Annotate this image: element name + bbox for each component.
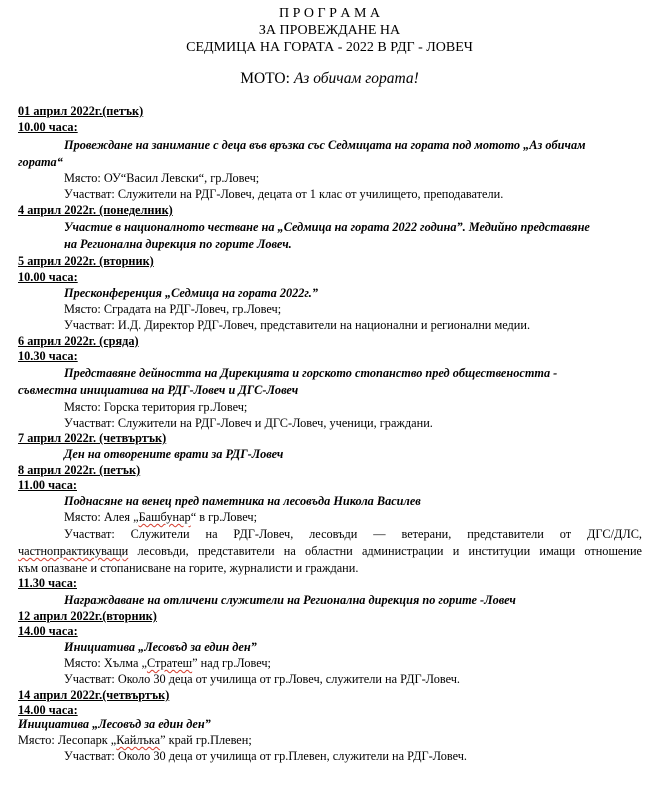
event-participants: Участват: Около 30 деца от училища от гр.Плевен, служители на РДГ-Ловеч. [64, 749, 467, 763]
date-heading: 14 април 2022г.(четвъртък) [18, 688, 170, 702]
time-heading: 10.00 часа: [18, 120, 78, 134]
event-participants: Участват: Служители на РДГ-Ловеч, децата от 1 клас от училището, преподаватели. [64, 187, 504, 201]
place-prefix: Място: Алея „ [64, 510, 139, 524]
place-suffix: ” край гр.Плевен; [160, 733, 252, 747]
time-heading: 10.00 часа: [18, 270, 78, 284]
place-prefix: Място: Лесопарк „ [18, 733, 117, 747]
event-title: Пресконференция „Седмица на гората 2022г.” [64, 286, 319, 300]
event-place: Място: ОУ“Васил Левски“, гр.Ловеч; [64, 171, 260, 185]
program-subtitle: ЗА ПРОВЕЖДАНЕ НА [258, 23, 401, 38]
event-title: Представяне дейността на Дирекцията и горското стопанство пред обществеността - [64, 366, 558, 380]
event-participants-cont [18, 544, 642, 559]
event-title-cont: съвместна инициатива на РДГ-Ловеч и ДГС-Ловеч [18, 383, 299, 397]
time-heading: 14.00 часа: [18, 624, 78, 638]
event-participants-cont: към опазване и стопанисване на горите, журналисти и граждани. [18, 561, 359, 575]
event-place: Място: Горска територия гр.Ловеч; [64, 400, 248, 414]
event-participants: Участват: Около 30 деца от училища от гр.Ловеч, служители на РДГ-Ловеч. [64, 672, 460, 686]
motto-label: МОТО: [240, 70, 290, 87]
event-title: Провеждане на занимание с деца във връзка със Седмицата на гората под мотото „Аз обичам [64, 138, 586, 152]
event-place: Място: Сградата на РДГ-Ловеч, гр.Ловеч; [64, 302, 282, 316]
event-participants: Участват: Служители на РДГ-Ловеч, лесовъди — ветерани, представители от ДГС/ДЛС, [64, 527, 642, 541]
program-title: П Р О Г Р А М А [278, 6, 381, 21]
motto [0, 70, 659, 88]
event-participants: Участват: И.Д. Директор РДГ-Ловеч, представители на национални и регионални медии. [64, 318, 531, 332]
date-heading: 8 април 2022г. (петък) [18, 463, 141, 477]
date-heading: 4 април 2022г. (понеделник) [18, 203, 173, 217]
event-title: Инициатива „Лесовъд за един ден” [18, 717, 211, 731]
time-heading: 11.00 часа: [18, 478, 77, 492]
event-place [18, 733, 252, 748]
time-heading: 10.30 часа: [18, 349, 78, 363]
program-event-title: СЕДМИЦА НА ГОРАТА - 2022 В РДГ - ЛОВЕЧ [186, 40, 473, 55]
place-suffix: ” над гр.Ловеч; [192, 656, 271, 670]
event-place [64, 656, 271, 671]
event-title: Инициатива „Лесовъд за един ден” [64, 640, 257, 654]
date-heading: 12 април 2022г.(вторник) [18, 609, 157, 623]
place-prefix: Място: Хълма „ [64, 656, 147, 670]
place-suffix: “ в гр.Ловеч; [190, 510, 258, 524]
event-place [64, 510, 257, 525]
spellcheck-word: Башбунар [138, 510, 191, 524]
date-heading: 01 април 2022г.(петък) [18, 104, 144, 118]
participants-text: лесовъди, представители на областни администрации и институции имащи отношение [128, 544, 642, 558]
event-title: Награждаване на отличени служители на Регионална дирекция по горите -Ловеч [64, 593, 516, 607]
time-heading: 14.00 часа: [18, 703, 78, 717]
motto-text: Аз обичам гората! [293, 70, 419, 87]
event-title-cont: на Регионална дирекция по горите Ловеч. [64, 237, 292, 251]
date-heading: 7 април 2022г. (четвъртък) [18, 431, 167, 445]
spellcheck-word: Стратеш [146, 656, 193, 670]
event-title: Участие в националното честване на „Седмица на гората 2022 година”. Медийно представяне [64, 220, 590, 234]
date-heading: 6 април 2022г. (сряда) [18, 334, 139, 348]
date-heading: 5 април 2022г. (вторник) [18, 254, 154, 268]
event-participants: Участват: Служители на РДГ-Ловеч и ДГС-Ловеч, ученици, граждани. [64, 416, 433, 430]
event-title: Ден на отворените врати за РДГ-Ловеч [64, 447, 284, 461]
spellcheck-word: Кайлъка [116, 733, 161, 747]
event-title-cont: гората“ [18, 155, 63, 169]
time-heading: 11.30 часа: [18, 576, 77, 590]
event-title: Поднасяне на венец пред паметника на лесовъда Никола Василев [64, 494, 421, 508]
spellcheck-word: частнопрактикуващи [18, 544, 129, 558]
